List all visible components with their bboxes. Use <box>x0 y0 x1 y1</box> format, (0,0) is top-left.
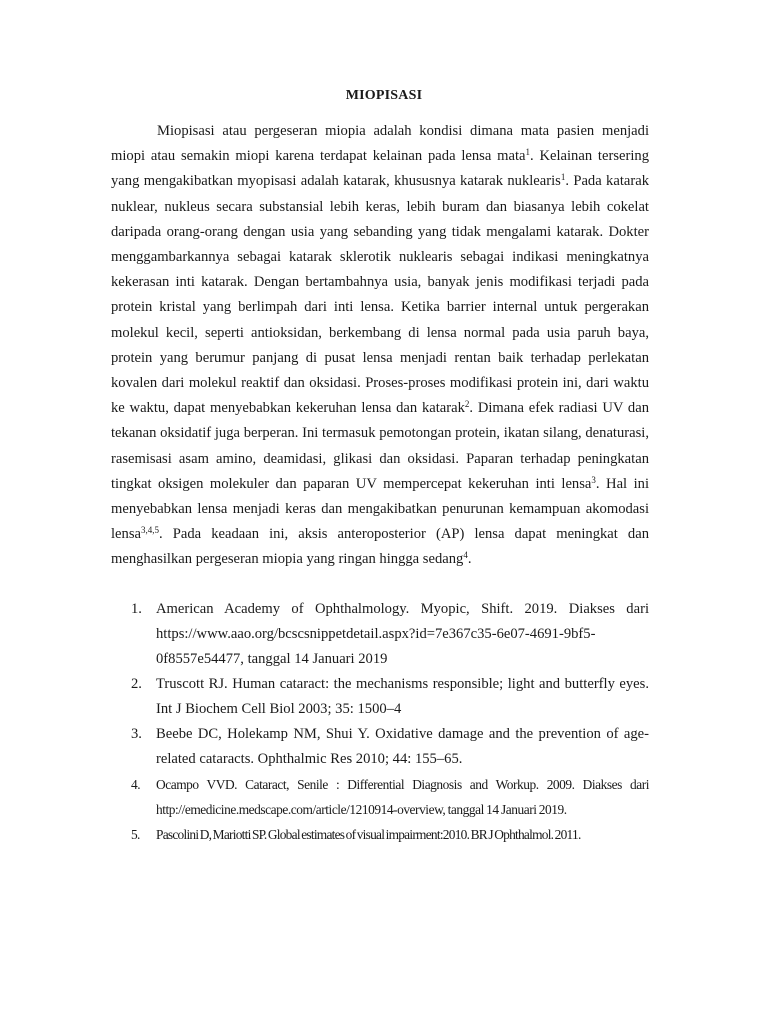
reference-text: Truscott RJ. Human cataract: the mechanisms responsible; light and butterfly eyes. Int J Biochem Cell Biol 2003; 35: 1500–4 <box>156 676 649 717</box>
reference-item <box>111 672 649 722</box>
reference-number: 2. <box>131 676 142 692</box>
reference-number: 5. <box>131 827 140 842</box>
paragraph-text: . Pada keadaan ini, aksis anteroposterior (AP) lensa dapat meningkat dan menghasilkan pergeseran miopia yang ringan hingga sedang <box>111 526 649 568</box>
paragraph-text: . Hal ini menyebabkan lensa menjadi keras dan mengakibatkan penurunan kemampuan akomodasi lensa <box>111 475 649 543</box>
reference-item <box>111 722 649 772</box>
reference-text: Pascolini D, Mariotti SP. Global estimates of visual impairment:2010. BR J Ophthalmol. 2011. <box>156 827 581 842</box>
paragraph-text: . Dimana efek radiasi UV dan tekanan oksidatif juga berperan. Ini termasuk pemotongan protein, ikatan silang, denaturasi, rasemisasi asam amino, deamidasi, glikasi dan oksidasi. Paparan terhadap peningkatan tingkat oksigen molekuler dan paparan UV mempercepat kekeruhan inti lensa <box>111 400 649 492</box>
citation-superscript: 3,4,5 <box>141 525 159 536</box>
citation-superscript: 3 <box>591 474 596 485</box>
citation-superscript: 1 <box>525 147 530 158</box>
paragraph-text: Miopisasi atau pergeseran miopia adalah kondisi dimana mata pasien menjadi miopi atau semakin miopi karena terdapat kelainan pada lensa mata <box>111 123 649 165</box>
paragraph-text: . Pada katarak nuklear, nukleus secara substansial lebih keras, lebih buram dan biasanya lebih cokelat daripada orang-orang dengan usia yang sebanding yang tidak mengalami katarak. Dokter menggambarkannya sebagai katarak sklerotik nuklearis sebagai indikasi meningkatnya kekerasan inti katarak. Dengan bertambahnya usia, banyak jenis modifikasi terjadi pada protein kristal yang berlimpah dari inti lensa. Ketika barrier internal untuk pergerakan molekul kecil, seperti antioksidan, berkembang di lensa normal pada usia paruh baya, protein yang berumur panjang di pusat lensa menjadi rentan baik terhadap perlekatan kovalen dari molekul reaktif dan oksidasi. Proses-proses modifikasi protein ini, dari waktu ke waktu, dapat menyebabkan kekeruhan lensa dan katarak <box>111 173 649 417</box>
citation-superscript: 1 <box>560 172 566 183</box>
reference-item <box>111 772 649 822</box>
reference-number: 3. <box>131 726 142 742</box>
reference-text: Ocampo VVD. Cataract, Senile : Differential Diagnosis and Workup. 2009. Diakses dari http://emedicine.medscape.com/article/1210914-overview, tanggal 14 Januari 2019. <box>156 777 649 817</box>
paragraph-text: . Kelainan tersering yang mengakibatkan myopisasi adalah katarak, khususnya katarak nuklearis <box>111 148 649 190</box>
reference-number: 4. <box>131 777 141 792</box>
reference-item <box>111 597 649 672</box>
citation-superscript: 2 <box>464 399 470 410</box>
reference-number: 1. <box>131 601 142 617</box>
reference-text: Beebe DC, Holekamp NM, Shui Y. Oxidative damage and the prevention of age-related cataracts. Ophthalmic Res 2010; 44: 155–65. <box>156 726 649 767</box>
reference-item <box>111 822 649 847</box>
reference-list <box>111 597 649 847</box>
reference-text: American Academy of Ophthalmology. Myopic, Shift. 2019. Diakses dari https://www.aao.org/bcscsnippetdetail.aspx?id=7e367c35-6e07-4691-9bf5-0f8557e54477, tanggal 14 Januari 2019 <box>156 601 649 667</box>
body-paragraph <box>111 119 649 573</box>
page-title: MIOPISASI <box>345 88 423 103</box>
paragraph-text: . <box>467 551 472 568</box>
citation-superscript: 4 <box>463 550 468 561</box>
